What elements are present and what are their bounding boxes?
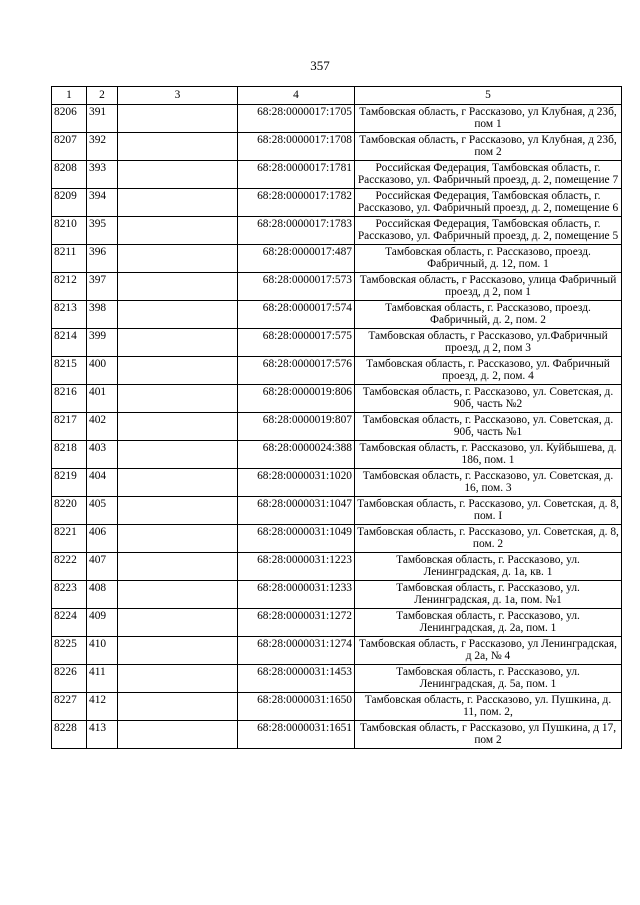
row-number-cell: 8219 xyxy=(52,468,87,496)
row-number-cell: 8225 xyxy=(52,636,87,664)
empty-cell xyxy=(118,468,238,496)
empty-cell xyxy=(118,692,238,720)
address-cell: Тамбовская область, г. Рассказово, ул. Советская, д. 90б, часть №1 xyxy=(355,412,622,440)
address-cell: Тамбовская область, г. Рассказово, ул. Советская, д. 8, пом. 2 xyxy=(355,524,622,552)
address-cell: Тамбовская область, г. Рассказово, ул. Ленинградская, д. 5а, пом. 1 xyxy=(355,664,622,692)
item-number-cell: 405 xyxy=(87,496,118,524)
address-cell: Тамбовская область, г Рассказово, улица Фабричный проезд, д 2, пом 1 xyxy=(355,272,622,300)
item-number-cell: 399 xyxy=(87,328,118,356)
row-number-cell: 8228 xyxy=(52,720,87,748)
empty-cell xyxy=(118,104,238,132)
row-number-cell: 8220 xyxy=(52,496,87,524)
cadastral-number-cell: 68:28:0000019:806 xyxy=(238,384,355,412)
row-number-cell: 8221 xyxy=(52,524,87,552)
table-row xyxy=(52,608,622,636)
address-cell: Российская Федерация, Тамбовская область, г. Рассказово, ул. Фабричный проезд, д. 2, помещение 6 xyxy=(355,188,622,216)
empty-cell xyxy=(118,384,238,412)
table-row xyxy=(52,496,622,524)
table-row xyxy=(52,412,622,440)
empty-cell xyxy=(118,188,238,216)
row-number-cell: 8209 xyxy=(52,188,87,216)
item-number-cell: 402 xyxy=(87,412,118,440)
cadastral-number-cell: 68:28:0000017:487 xyxy=(238,244,355,272)
address-cell: Тамбовская область, г. Рассказово, ул. Ленинградская, д. 1а, кв. 1 xyxy=(355,552,622,580)
address-cell: Тамбовская область, г. Рассказово, ул. Пушкина, д. 11, пом. 2, xyxy=(355,692,622,720)
page-number: 357 xyxy=(310,58,330,73)
table-row xyxy=(52,188,622,216)
row-number-cell: 8206 xyxy=(52,104,87,132)
row-number-cell: 8216 xyxy=(52,384,87,412)
empty-cell xyxy=(118,328,238,356)
registry-table xyxy=(51,86,622,749)
table-row xyxy=(52,216,622,244)
address-cell: Тамбовская область, г Рассказово, ул Ленинградская, д 2а, № 4 xyxy=(355,636,622,664)
table-row xyxy=(52,440,622,468)
column-header: 2 xyxy=(87,87,118,105)
cadastral-number-cell: 68:28:0000019:807 xyxy=(238,412,355,440)
row-number-cell: 8222 xyxy=(52,552,87,580)
empty-cell xyxy=(118,132,238,160)
row-number-cell: 8207 xyxy=(52,132,87,160)
cadastral-number-cell: 68:28:0000017:576 xyxy=(238,356,355,384)
item-number-cell: 398 xyxy=(87,300,118,328)
empty-cell xyxy=(118,524,238,552)
item-number-cell: 408 xyxy=(87,580,118,608)
item-number-cell: 393 xyxy=(87,160,118,188)
column-header: 3 xyxy=(118,87,238,105)
item-number-cell: 412 xyxy=(87,692,118,720)
address-cell: Тамбовская область, г. Рассказово, ул. Советская, д. 16, пом. 3 xyxy=(355,468,622,496)
item-number-cell: 413 xyxy=(87,720,118,748)
item-number-cell: 406 xyxy=(87,524,118,552)
cadastral-number-cell: 68:28:0000017:1783 xyxy=(238,216,355,244)
cadastral-number-cell: 68:28:0000017:1782 xyxy=(238,188,355,216)
table-row xyxy=(52,720,622,748)
column-header: 1 xyxy=(52,87,87,105)
cadastral-number-cell: 68:28:0000031:1453 xyxy=(238,664,355,692)
empty-cell xyxy=(118,608,238,636)
row-number-cell: 8212 xyxy=(52,272,87,300)
item-number-cell: 396 xyxy=(87,244,118,272)
row-number-cell: 8208 xyxy=(52,160,87,188)
table-row xyxy=(52,328,622,356)
item-number-cell: 401 xyxy=(87,384,118,412)
empty-cell xyxy=(118,440,238,468)
cadastral-number-cell: 68:28:0000017:1705 xyxy=(238,104,355,132)
cadastral-number-cell: 68:28:0000024:388 xyxy=(238,440,355,468)
empty-cell xyxy=(118,300,238,328)
address-cell: Тамбовская область, г. Рассказово, ул. Советская, д. 90б, часть №2 xyxy=(355,384,622,412)
table-row xyxy=(52,552,622,580)
address-cell: Тамбовская область, г Рассказово, ул.Фабричный проезд, д 2, пом 3 xyxy=(355,328,622,356)
cadastral-number-cell: 68:28:0000031:1272 xyxy=(238,608,355,636)
empty-cell xyxy=(118,244,238,272)
table-row xyxy=(52,692,622,720)
table-row xyxy=(52,272,622,300)
table-row xyxy=(52,468,622,496)
address-cell: Тамбовская область, г Рассказово, ул Клубная, д 23б, пом 1 xyxy=(355,104,622,132)
row-number-cell: 8218 xyxy=(52,440,87,468)
cadastral-number-cell: 68:28:0000017:574 xyxy=(238,300,355,328)
table-row xyxy=(52,384,622,412)
cadastral-number-cell: 68:28:0000031:1020 xyxy=(238,468,355,496)
table-row xyxy=(52,664,622,692)
address-cell: Тамбовская область, г Рассказово, ул Клубная, д 23б, пом 2 xyxy=(355,132,622,160)
empty-cell xyxy=(118,272,238,300)
row-number-cell: 8226 xyxy=(52,664,87,692)
address-cell: Тамбовская область, г. Рассказово, ул. Фабричный проезд, д. 2, пом. 4 xyxy=(355,356,622,384)
cadastral-number-cell: 68:28:0000031:1223 xyxy=(238,552,355,580)
cadastral-number-cell: 68:28:0000031:1650 xyxy=(238,692,355,720)
address-cell: Тамбовская область, г. Рассказово, ул. Советская, д. 8, пом. I xyxy=(355,496,622,524)
row-number-cell: 8224 xyxy=(52,608,87,636)
item-number-cell: 407 xyxy=(87,552,118,580)
row-number-cell: 8223 xyxy=(52,580,87,608)
empty-cell xyxy=(118,664,238,692)
row-number-cell: 8211 xyxy=(52,244,87,272)
empty-cell xyxy=(118,496,238,524)
item-number-cell: 395 xyxy=(87,216,118,244)
table-row xyxy=(52,356,622,384)
item-number-cell: 397 xyxy=(87,272,118,300)
empty-cell xyxy=(118,160,238,188)
address-cell: Российская Федерация, Тамбовская область, г. Рассказово, ул. Фабричный проезд, д. 2, помещение 5 xyxy=(355,216,622,244)
item-number-cell: 403 xyxy=(87,440,118,468)
cadastral-number-cell: 68:28:0000017:573 xyxy=(238,272,355,300)
item-number-cell: 411 xyxy=(87,664,118,692)
item-number-cell: 391 xyxy=(87,104,118,132)
address-cell: Тамбовская область, г Рассказово, ул Пушкина, д 17, пом 2 xyxy=(355,720,622,748)
row-number-cell: 8210 xyxy=(52,216,87,244)
address-cell: Тамбовская область, г. Рассказово, проезд. Фабричный, д. 2, пом. 2 xyxy=(355,300,622,328)
cadastral-number-cell: 68:28:0000031:1274 xyxy=(238,636,355,664)
address-cell: Тамбовская область, г. Рассказово, проезд. Фабричный, д. 12, пом. 1 xyxy=(355,244,622,272)
row-number-cell: 8214 xyxy=(52,328,87,356)
row-number-cell: 8227 xyxy=(52,692,87,720)
table-header-row xyxy=(52,87,622,105)
cadastral-number-cell: 68:28:0000031:1233 xyxy=(238,580,355,608)
cadastral-number-cell: 68:28:0000031:1047 xyxy=(238,496,355,524)
cadastral-number-cell: 68:28:0000017:575 xyxy=(238,328,355,356)
empty-cell xyxy=(118,636,238,664)
cadastral-number-cell: 68:28:0000031:1651 xyxy=(238,720,355,748)
table-row xyxy=(52,132,622,160)
item-number-cell: 394 xyxy=(87,188,118,216)
empty-cell xyxy=(118,552,238,580)
address-cell: Тамбовская область, г. Рассказово, ул. Ленинградская, д. 2а, пом. 1 xyxy=(355,608,622,636)
item-number-cell: 400 xyxy=(87,356,118,384)
row-number-cell: 8215 xyxy=(52,356,87,384)
empty-cell xyxy=(118,412,238,440)
row-number-cell: 8213 xyxy=(52,300,87,328)
table-row xyxy=(52,580,622,608)
table-row xyxy=(52,244,622,272)
item-number-cell: 409 xyxy=(87,608,118,636)
table-row xyxy=(52,300,622,328)
empty-cell xyxy=(118,720,238,748)
empty-cell xyxy=(118,216,238,244)
table-row xyxy=(52,104,622,132)
column-header: 5 xyxy=(355,87,622,105)
item-number-cell: 410 xyxy=(87,636,118,664)
item-number-cell: 392 xyxy=(87,132,118,160)
table-body xyxy=(52,104,622,748)
cadastral-number-cell: 68:28:0000017:1781 xyxy=(238,160,355,188)
empty-cell xyxy=(118,580,238,608)
table-row xyxy=(52,160,622,188)
cadastral-number-cell: 68:28:0000017:1708 xyxy=(238,132,355,160)
cadastral-number-cell: 68:28:0000031:1049 xyxy=(238,524,355,552)
item-number-cell: 404 xyxy=(87,468,118,496)
row-number-cell: 8217 xyxy=(52,412,87,440)
empty-cell xyxy=(118,356,238,384)
table-row xyxy=(52,636,622,664)
address-cell: Российская Федерация, Тамбовская область, г. Рассказово, ул. Фабричный проезд, д. 2, помещение 7 xyxy=(355,160,622,188)
column-header: 4 xyxy=(238,87,355,105)
address-cell: Тамбовская область, г. Рассказово, ул. Ленинградская, д. 1а, пом. №1 xyxy=(355,580,622,608)
table-row xyxy=(52,524,622,552)
address-cell: Тамбовская область, г. Рассказово, ул. Куйбышева, д. 186, пом. 1 xyxy=(355,440,622,468)
